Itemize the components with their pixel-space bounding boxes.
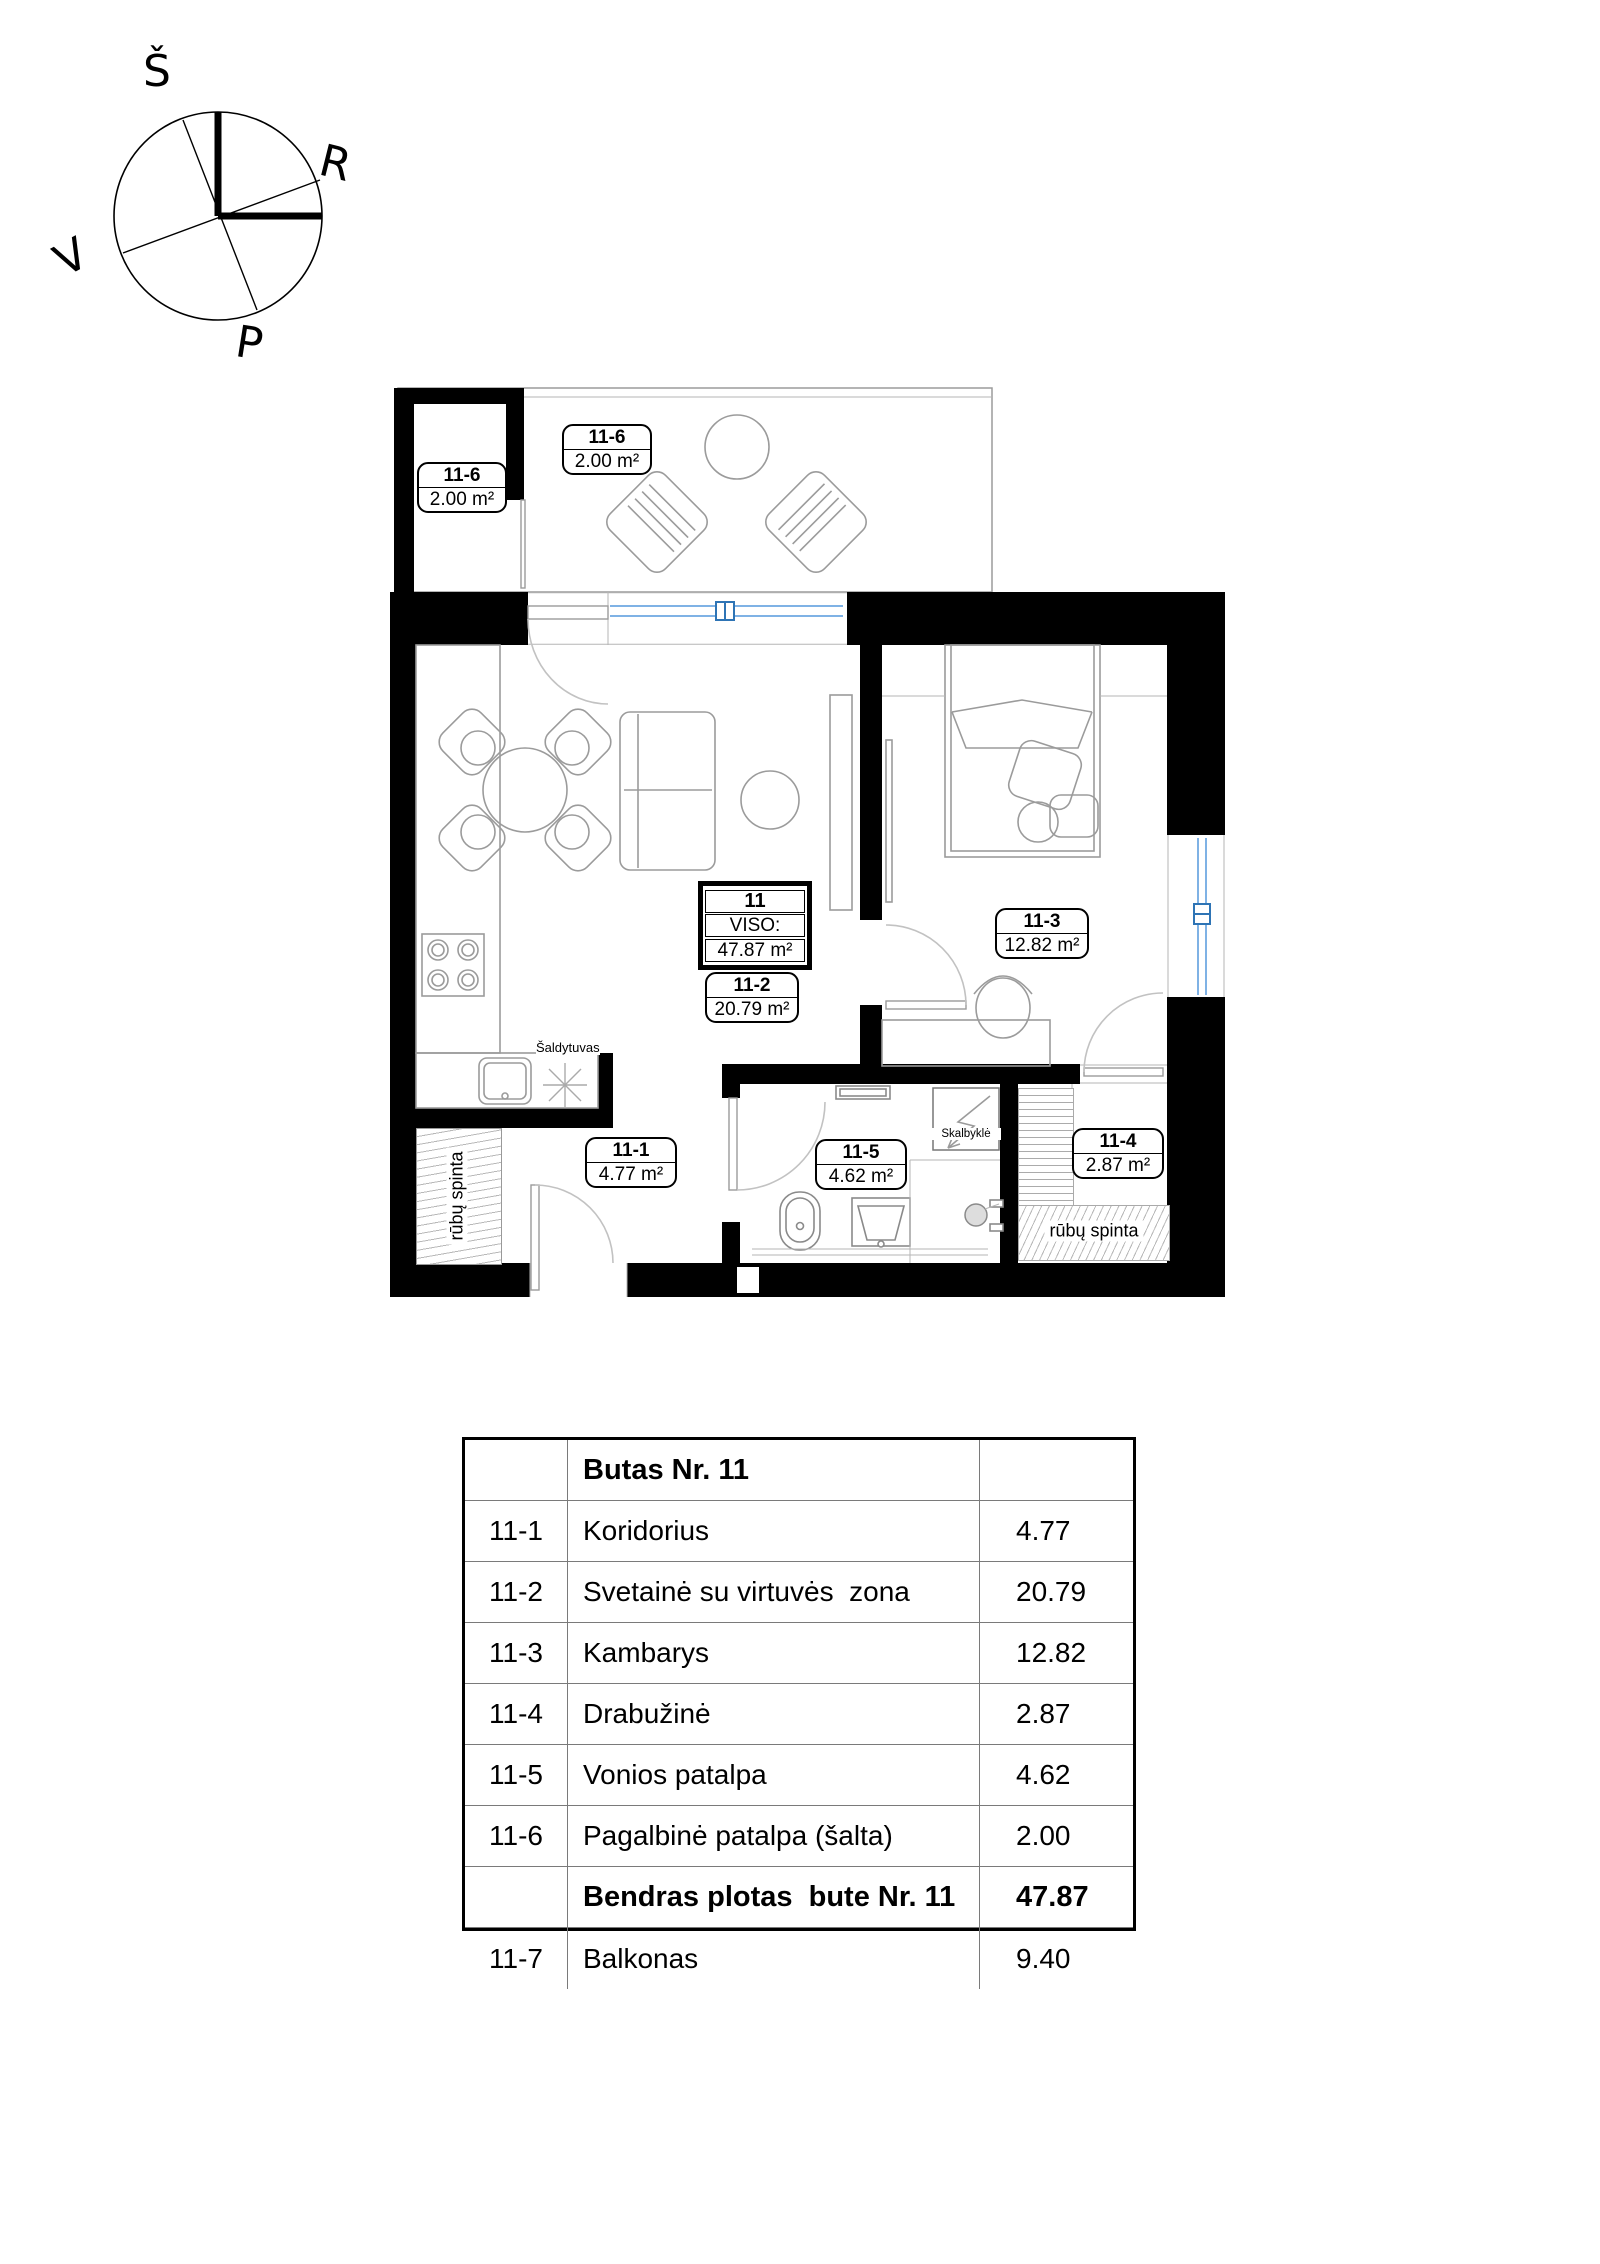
table-cell: Balkonas [568, 1928, 980, 1989]
closet-door [1084, 993, 1163, 1076]
washer-label: Skalbyklė [931, 1128, 1001, 1140]
bedroom-door [886, 925, 966, 1009]
entrance-door [531, 1185, 613, 1290]
table-total-area: 47.87 [980, 1867, 1133, 1928]
table-cell: 9.40 [1016, 1942, 1071, 1974]
table-cell: Koridorius [568, 1501, 980, 1562]
bathroom-sink-icon [852, 1198, 910, 1247]
left-wall [390, 592, 416, 1297]
radiator-icon [836, 1086, 890, 1099]
bed-icon [945, 645, 1100, 857]
room-label-11-2: 11-2 20.79 m² [705, 972, 799, 1023]
table-cell: 2.87 [980, 1684, 1133, 1745]
hob-icon [422, 934, 484, 996]
table-cell: 12.82 [980, 1623, 1133, 1684]
dining-chair-icon [434, 800, 510, 876]
table-cell: 11-1 [465, 1501, 568, 1562]
table-cell: 11-6 [465, 1806, 568, 1867]
room-label-11-1: 11-1 4.77 m² [585, 1137, 677, 1188]
balcony-door [528, 606, 608, 704]
cabinet-icon [830, 695, 852, 910]
table-cell: 4.62 [980, 1745, 1133, 1806]
table-cell: Kambarys [568, 1623, 980, 1684]
table-cell: 11-3 [465, 1623, 568, 1684]
toilet-icon [780, 1192, 820, 1250]
balcony-table-icon [705, 415, 769, 479]
kitchen-wall [390, 1053, 613, 1128]
dining-chair-icon [540, 704, 616, 780]
dining-table-icon [483, 748, 567, 832]
wardrobe-left-label: rūbų spinta [447, 1147, 468, 1244]
shower-head-icon [965, 1204, 987, 1226]
table-cell: 2.00 [980, 1806, 1133, 1867]
table-cell: Svetainė su virtuvės zona [568, 1562, 980, 1623]
kitchen-counter [416, 645, 598, 1108]
fridge-label: Šaldytuvas [536, 1040, 600, 1055]
shower-area [910, 1160, 1003, 1263]
top-wall [390, 592, 1225, 645]
mirror-icon [886, 740, 892, 902]
bathroom-door [729, 1098, 825, 1190]
dining-chair-icon [434, 704, 510, 780]
compass-east-label: R [314, 135, 357, 192]
table-total-name: Bendras plotas bute Nr. 11 [568, 1867, 980, 1928]
balcony-chair-icon [761, 467, 871, 577]
table-cell: 11-2 [465, 1562, 568, 1623]
living-window [610, 602, 843, 620]
fridge-star-icon [543, 1063, 587, 1107]
closet-shelving [1018, 1088, 1074, 1208]
room-label-11-6-inner: 11-6 2.00 m² [562, 424, 652, 475]
bedroom-partition [860, 645, 882, 1084]
room-label-11-4: 11-4 2.87 m² [1072, 1128, 1164, 1179]
table-cell: Pagalbinė patalpa (šalta) [568, 1806, 980, 1867]
desk-chair-icon [974, 976, 1032, 1038]
table-cell [465, 1440, 568, 1501]
bottom-wall [390, 1263, 1225, 1297]
coffee-table-icon [741, 771, 799, 829]
table-cell: Drabužinė [568, 1684, 980, 1745]
balcony-chair-icon [602, 467, 712, 577]
table-cell: 11-5 [465, 1745, 568, 1806]
room-label-11-6-outer: 11-6 2.00 m² [417, 462, 507, 513]
table-cell: 11-4 [465, 1684, 568, 1745]
compass-west-label: V [45, 227, 97, 288]
room-label-11-3: 11-3 12.82 m² [995, 908, 1089, 959]
table-cell [465, 1867, 568, 1928]
wardrobe-right-label: rūbų spinta [1044, 1221, 1143, 1242]
compass-south-label: P [232, 316, 267, 371]
washing-machine-icon [933, 1088, 999, 1150]
dining-chair-icon [540, 800, 616, 876]
table-cell: Vonios patalpa [568, 1745, 980, 1806]
compass-rose-icon [80, 40, 380, 370]
table-cell [980, 1440, 1133, 1501]
room-label-11-5: 11-5 4.62 m² [815, 1139, 907, 1190]
sofa-icon [620, 712, 715, 870]
unit-total-label: 11 VISO: 47.87 m² [698, 881, 812, 970]
area-table [462, 1437, 1136, 1974]
table-cell: 4.77 [980, 1501, 1133, 1562]
bedroom-window [1194, 838, 1210, 995]
table-cell: 20.79 [980, 1562, 1133, 1623]
sink-icon [479, 1058, 531, 1104]
table-cell: 11-7 [465, 1928, 568, 1989]
table-header: Butas Nr. 11 [568, 1440, 980, 1501]
right-wall [1167, 592, 1225, 1297]
compass-north-label: Š [143, 46, 171, 97]
